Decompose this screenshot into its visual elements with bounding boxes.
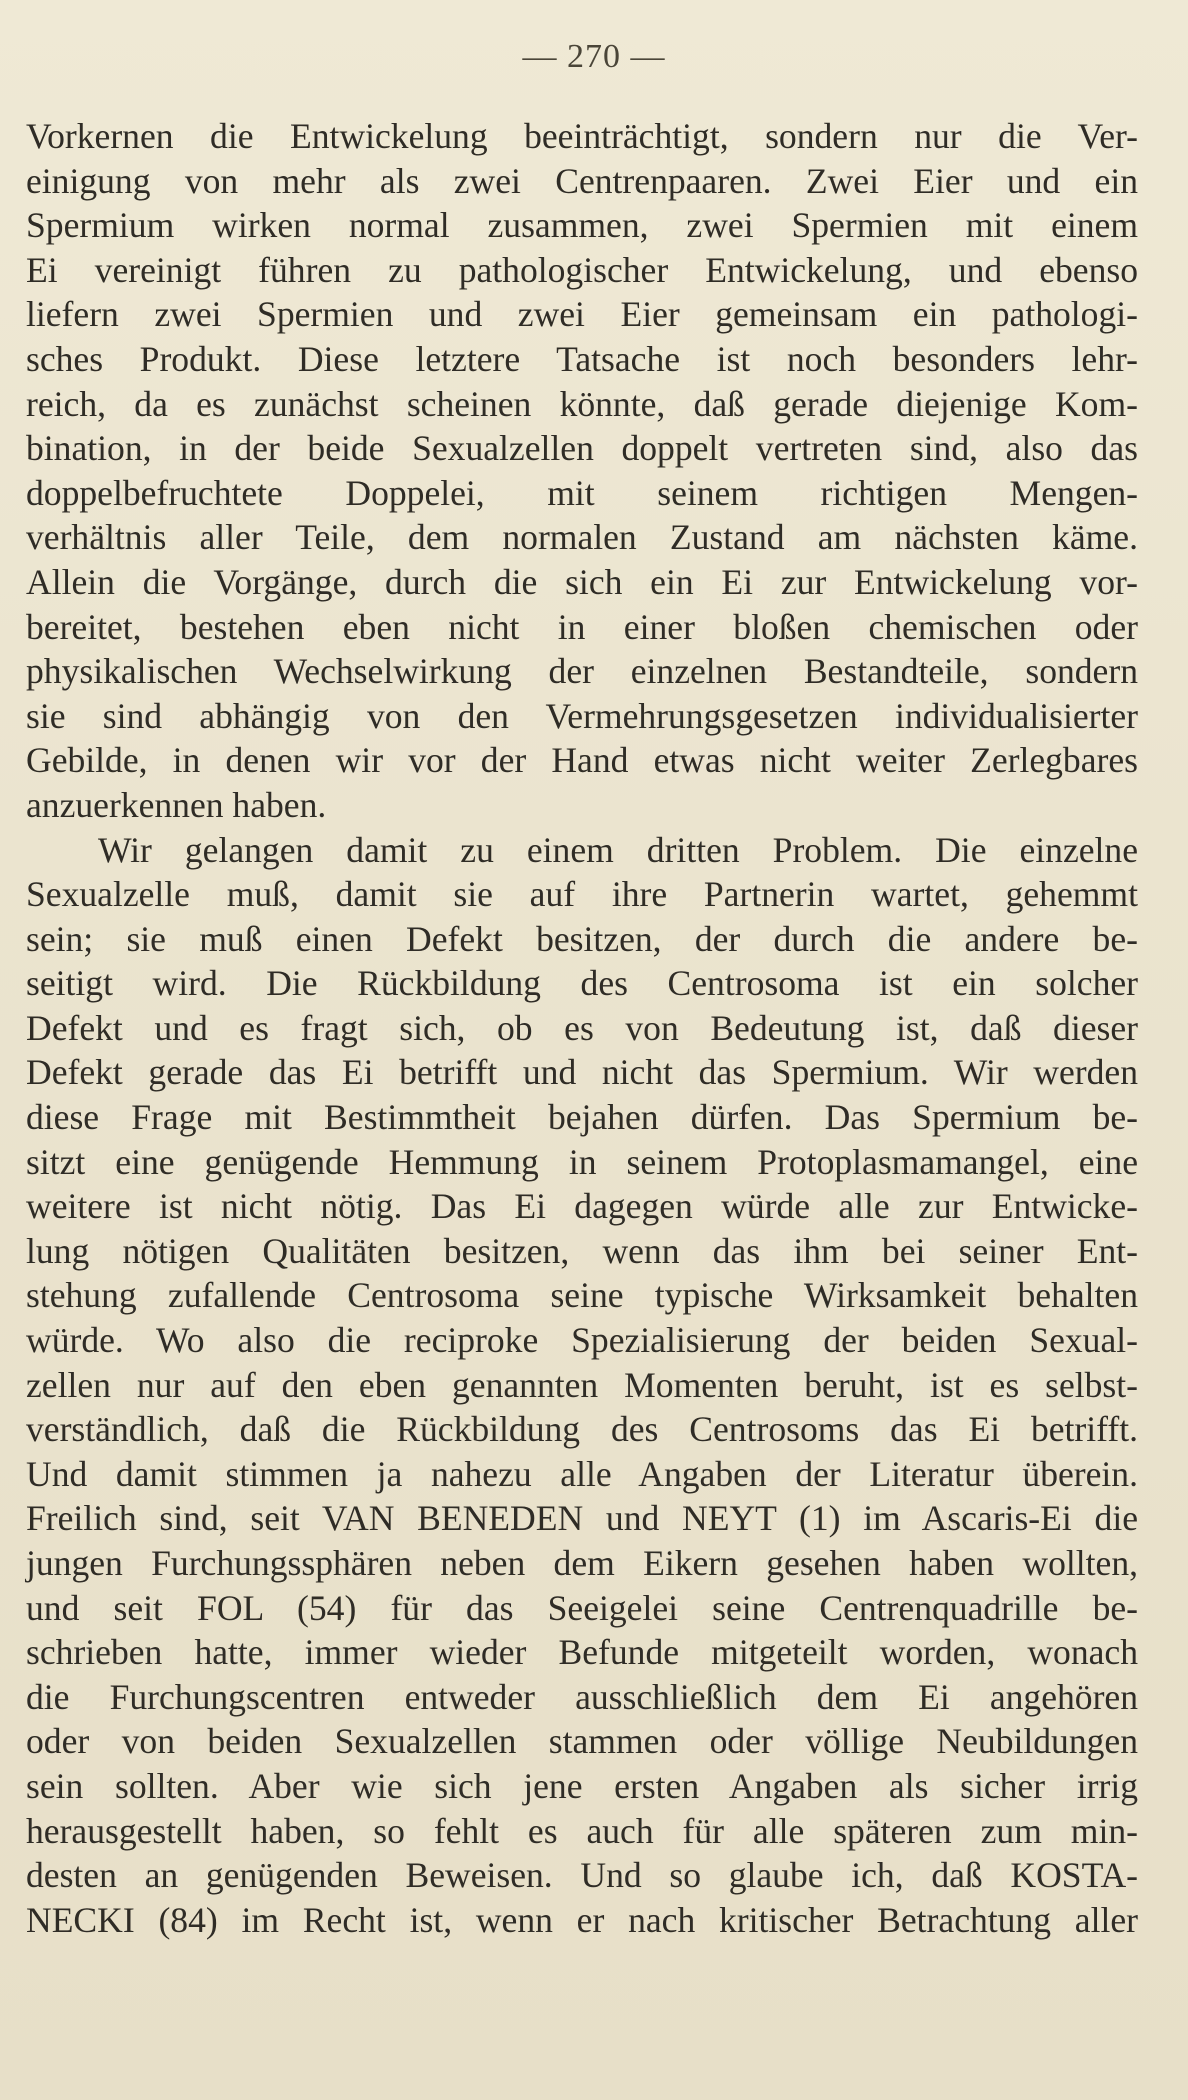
text-line: physikalischen Wechselwirkung der einzelnen Bestandteile, sondern <box>26 651 1138 692</box>
text-line: Spermium wirken normal zusammen, zwei Spermien mit einem <box>26 205 1138 246</box>
text-line: Ei vereinigt führen zu pathologischer Entwickelung, und ebenso <box>26 249 1138 290</box>
text-line: lung nötigen Qualitäten besitzen, wenn das ihm bei seiner Ent- <box>26 1230 1138 1271</box>
text-line: desten an genügenden Beweisen. Und so glaube ich, daß KOSTA- <box>26 1855 1138 1896</box>
text-line: Gebilde, in denen wir vor der Hand etwas nicht weiter Zerlegbares <box>26 740 1138 781</box>
text-line: schrieben hatte, immer wieder Befunde mitgeteilt worden, wonach <box>26 1632 1138 1673</box>
text-line: Defekt und es fragt sich, ob es von Bedeutung ist, daß dieser <box>26 1007 1138 1048</box>
text-line: Defekt gerade das Ei betrifft und nicht das Spermium. Wir werden <box>26 1052 1138 1093</box>
text-line: sein sollten. Aber wie sich jene ersten Angaben als sicher irrig <box>26 1765 1138 1806</box>
text-line: bereitet, bestehen eben nicht in einer bloßen chemischen oder <box>26 606 1138 647</box>
paragraph-start-line: Wir gelangen damit zu einem dritten Problem. Die einzelne <box>98 829 1138 870</box>
paragraph-end-line: anzuerkennen haben. <box>26 784 327 825</box>
text-line: einigung von mehr als zwei Centrenpaaren. Zwei Eier und ein <box>26 160 1138 201</box>
text-line: weitere ist nicht nötig. Das Ei dagegen würde alle zur Entwicke- <box>26 1186 1138 1227</box>
text-line: sitzt eine genügende Hemmung in seinem Protoplasmamangel, eine <box>26 1141 1138 1182</box>
text-line: bination, in der beide Sexualzellen doppelt vertreten sind, also das <box>26 428 1138 469</box>
text-line: die Furchungscentren entweder ausschließlich dem Ei angehören <box>26 1676 1138 1717</box>
text-line: herausgestellt haben, so fehlt es auch für alle späteren zum min- <box>26 1810 1138 1851</box>
text-line: sie sind abhängig von den Vermehrungsgesetzen individualisierter <box>26 695 1138 736</box>
text-line: liefern zwei Spermien und zwei Eier gemeinsam ein pathologi- <box>26 294 1138 335</box>
text-line: Freilich sind, seit VAN BENEDEN und NEYT (1) im Ascaris-Ei die <box>26 1498 1138 1539</box>
text-line: sches Produkt. Diese letztere Tatsache ist noch besonders lehr- <box>26 338 1138 379</box>
text-line: diese Frage mit Bestimmtheit bejahen dürfen. Das Spermium be- <box>26 1097 1138 1138</box>
text-line: oder von beiden Sexualzellen stammen oder völlige Neubildungen <box>26 1721 1138 1762</box>
text-line: doppelbefruchtete Doppelei, mit seinem richtigen Mengen- <box>26 472 1138 513</box>
text-line: zellen nur auf den eben genannten Momenten beruht, ist es selbst- <box>26 1364 1138 1405</box>
text-line: sein; sie muß einen Defekt besitzen, der durch die andere be- <box>26 918 1138 959</box>
body-text <box>26 114 1138 1942</box>
text-line: Allein die Vorgänge, durch die sich ein Ei zur Entwickelung vor- <box>26 561 1138 602</box>
page-number: — 270 — <box>522 38 666 75</box>
text-line: Sexualzelle muß, damit sie auf ihre Partnerin wartet, gehemmt <box>26 874 1138 915</box>
text-line: NECKI (84) im Recht ist, wenn er nach kritischer Betrachtung aller <box>26 1899 1138 1940</box>
text-line: Vorkernen die Entwickelung beeinträchtigt, sondern nur die Ver- <box>26 116 1138 156</box>
text-line: verständlich, daß die Rückbildung des Centrosoms das Ei betrifft. <box>26 1409 1138 1450</box>
text-line: stehung zufallende Centrosoma seine typische Wirksamkeit behalten <box>26 1275 1138 1316</box>
text-line: verhältnis aller Teile, dem normalen Zustand am nächsten käme. <box>26 517 1138 558</box>
text-line: und seit FOL (54) für das Seeigelei seine Centrenquadrille be- <box>26 1587 1138 1628</box>
text-line: seitigt wird. Die Rückbildung des Centrosoma ist ein solcher <box>26 963 1138 1004</box>
text-line: reich, da es zunächst scheinen könnte, daß gerade diejenige Kom- <box>26 383 1138 424</box>
text-line: Und damit stimmen ja nahezu alle Angaben der Literatur überein. <box>26 1453 1138 1494</box>
text-line: jungen Furchungssphären neben dem Eikern gesehen haben wollten, <box>26 1543 1138 1583</box>
text-line: würde. Wo also die reciproke Spezialisierung der beiden Sexual- <box>26 1320 1138 1361</box>
